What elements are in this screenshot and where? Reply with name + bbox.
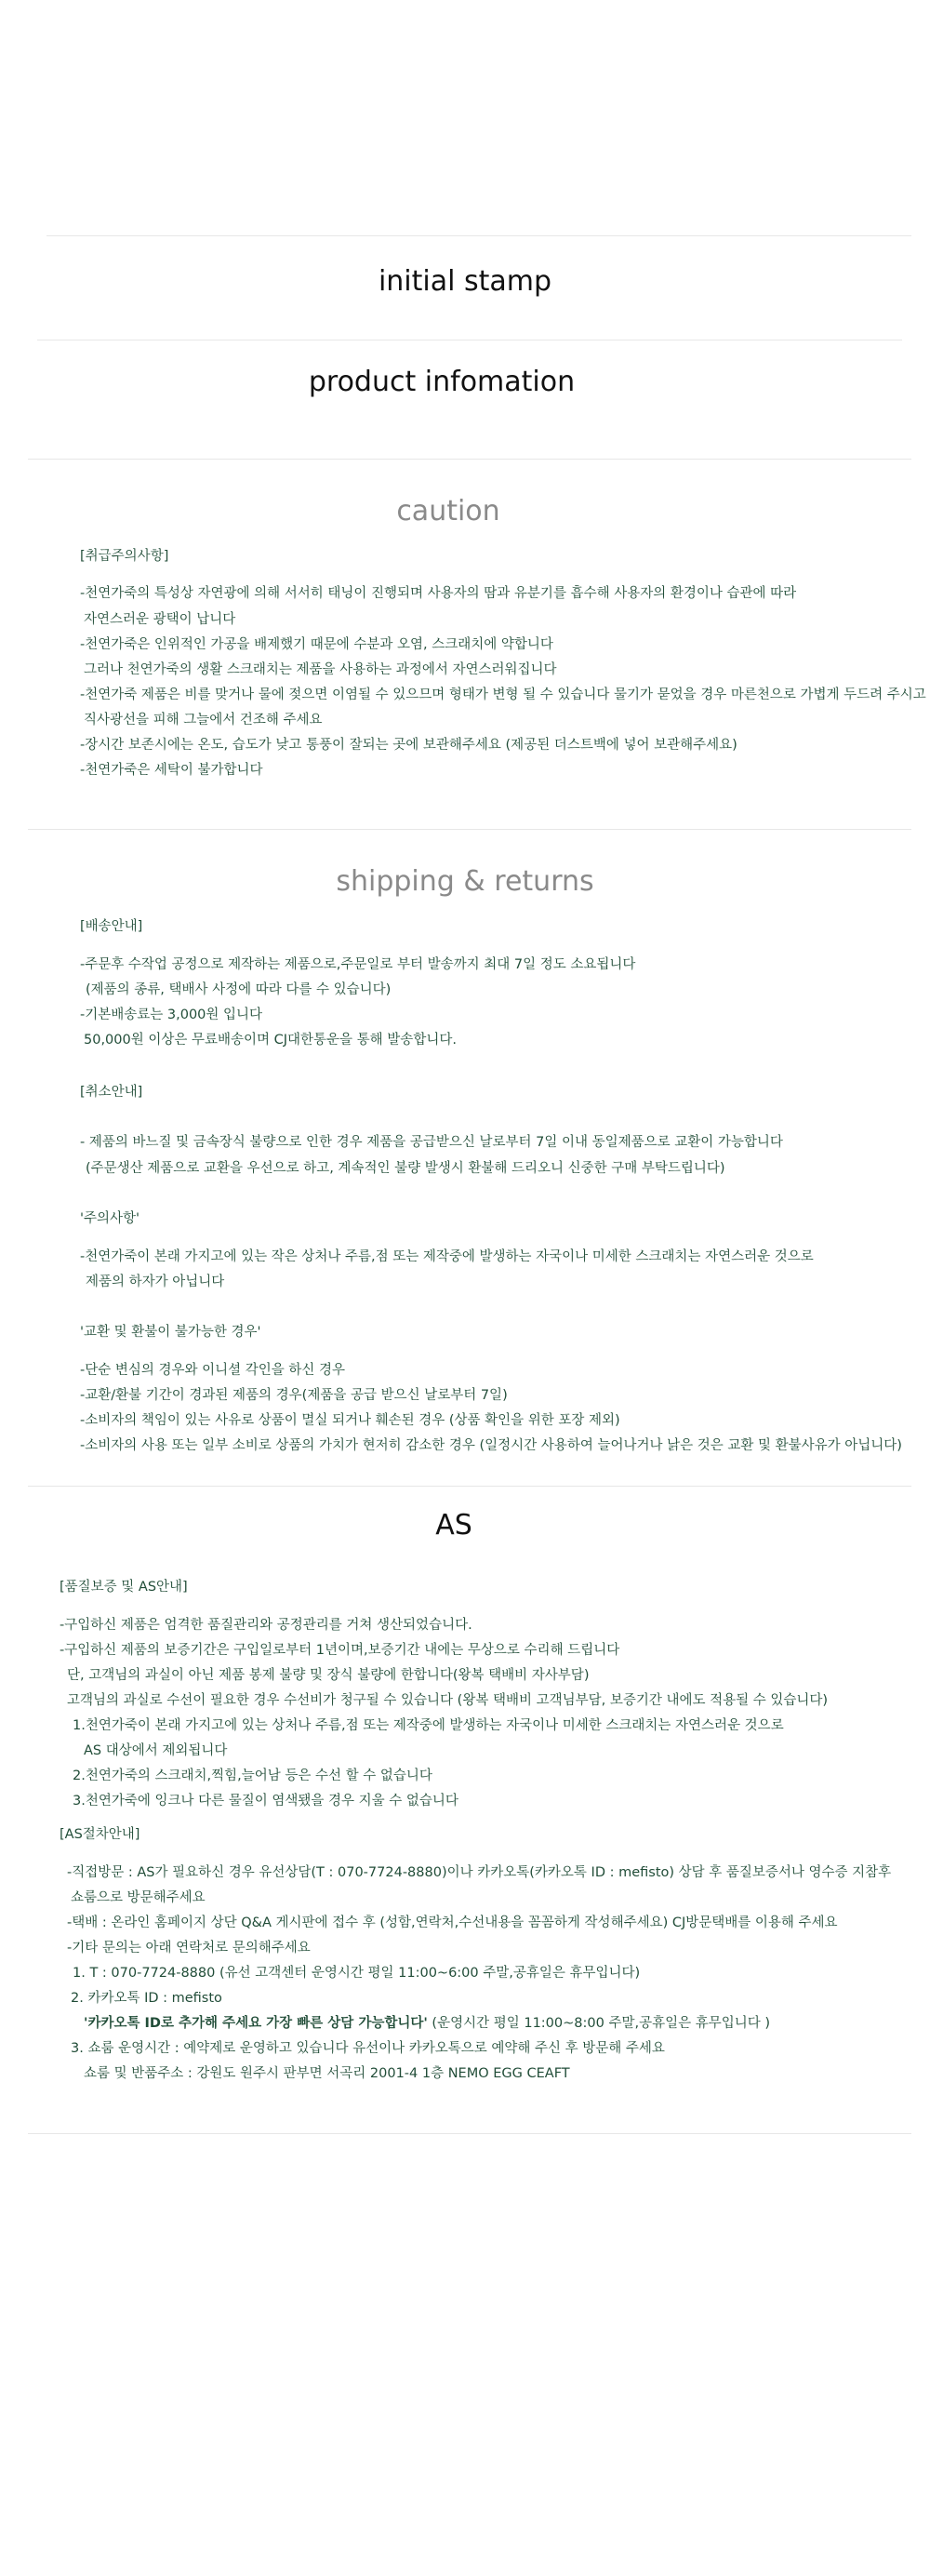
guarantee-line: -구입하신 제품은 엄격한 품질관리와 공정관리를 거쳐 생산되었습니다. <box>60 1618 472 1633</box>
nonreturn-line: -소비자의 책임이 있는 사유로 상품이 멸실 되거나 훼손된 경우 (상품 확인을 위한 포장 제외) <box>80 1413 620 1428</box>
delivery-line: 50,000원 이상은 무료배송이며 CJ대한통운을 통해 발송합니다. <box>84 1033 457 1048</box>
nonreturn-line: -소비자의 사용 또는 일부 소비로 상품의 가치가 현저히 감소한 경우 (일정시간 사용하여 늘어나거나 낡은 것은 교환 및 환불사유가 아닙니다) <box>80 1438 902 1453</box>
kakao-note-hours: (운영시간 평일 11:00~8:00 주말,공휴일은 휴무입니다 ) <box>427 2016 771 2031</box>
divider <box>28 829 911 830</box>
section-title-product-information: product infomation <box>308 366 576 398</box>
cancel-line: (주문생산 제품으로 교환을 우선으로 하고, 계속적인 불량 발생시 환불해 드리오니 신중한 구매 부탁드립니다) <box>86 1161 725 1176</box>
cancel-heading: [취소안내] <box>80 1085 143 1100</box>
caution-line: -천연가죽은 인위적인 가공을 배제했기 때문에 수분과 오염, 스크래치에 약합니다 <box>80 637 553 652</box>
kakao-note <box>84 2014 770 2033</box>
section-title-shipping-returns: shipping & returns <box>336 865 594 898</box>
guarantee-line: -구입하신 제품의 보증기간은 구입일로부터 1년이며,보증기간 내에는 무상으로 수리해 드립니다 <box>60 1643 620 1658</box>
guarantee-line: 3.천연가죽에 잉크나 다른 물질이 염색됐을 경우 지울 수 없습니다 <box>73 1794 458 1809</box>
procedure-line: 쇼룸으로 방문해주세요 <box>71 1890 206 1905</box>
notice-line: 제품의 하자가 아닙니다 <box>86 1275 225 1289</box>
guarantee-line: 1.천연가죽이 본래 가지고에 있는 상처나 주름,점 또는 제작중에 발생하는 자국이나 미세한 스크래치는 자연스러운 것으로 <box>73 1718 784 1733</box>
delivery-line: (제품의 종류, 택배사 사정에 따라 다를 수 있습니다) <box>86 982 392 997</box>
caution-heading: [취급주의사항] <box>80 549 169 564</box>
procedure-line: 1. T : 070-7724-8880 (유선 고객센터 운영시간 평일 11:00~6:00 주말,공휴일은 휴무입니다) <box>73 1966 641 1981</box>
caution-line: -천연가죽은 세탁이 불가합니다 <box>80 763 263 778</box>
delivery-line: -기본배송료는 3,000원 입니다 <box>80 1008 263 1022</box>
guarantee-heading: [품질보증 및 AS안내] <box>60 1580 188 1595</box>
procedure-line: 2. 카카오톡 ID : mefisto <box>71 1991 222 2006</box>
nonreturn-heading: '교환 및 환불이 불가능한 경우' <box>80 1325 261 1340</box>
section-title-caution: caution <box>396 495 500 527</box>
procedure-line: -직접방문 : AS가 필요하신 경우 유선상담(T : 070-7724-8880)이나 카카오톡(카카오톡 ID : mefisto) 상담 후 품질보증서나 영수증 지참후 <box>67 1865 892 1880</box>
delivery-line: -주문후 수작업 공정으로 제작하는 제품으로,주문일로 부터 발송까지 최대 7일 정도 소요됩니다 <box>80 957 636 972</box>
delivery-heading: [배송안내] <box>80 919 143 934</box>
showroom-line: 3. 쇼룸 운영시간 : 예약제로 운영하고 있습니다 유선이나 카카오톡으로 예약해 주신 후 방문해 주세요 <box>71 2041 665 2056</box>
caution-line: -천연가죽의 특성상 자연광에 의해 서서히 태닝이 진행되며 사용자의 땀과 유분기를 흡수해 사용자의 환경이나 습관에 따라 <box>80 586 797 601</box>
guarantee-line: 2.천연가죽의 스크래치,찍힘,늘어남 등은 수선 할 수 없습니다 <box>73 1768 432 1783</box>
caution-line: -천연가죽 제품은 비를 맞거나 물에 젖으면 이염될 수 있으므며 형태가 변형 될 수 있습니다 물기가 묻었을 경우 마른천으로 가볍게 두드려 주시고 <box>80 687 926 702</box>
procedure-line: -기타 문의는 아래 연락처로 문의해주세요 <box>67 1941 311 1955</box>
caution-line: 그러나 천연가죽의 생활 스크래치는 제품을 사용하는 과정에서 자연스러워집니다 <box>84 662 557 677</box>
section-title-as: AS <box>435 1509 472 1542</box>
showroom-line: 쇼룸 및 반품주소 : 강원도 원주시 판부면 서곡리 2001-4 1층 NEMO EGG CEAFT <box>84 2066 570 2081</box>
nonreturn-line: -단순 변심의 경우와 이니셜 각인을 하신 경우 <box>80 1363 346 1378</box>
kakao-note-bold: '카카오톡 ID로 추가해 주세요 가장 빠른 상담 가능합니다' <box>84 2016 428 2031</box>
guarantee-line: AS 대상에서 제외됩니다 <box>84 1743 228 1758</box>
procedure-line: -택배 : 온라인 홈페이지 상단 Q&A 게시판에 접수 후 (성함,연락처,수선내용을 꼼꼼하게 작성해주세요) CJ방문택배를 이용해 주세요 <box>67 1915 838 1930</box>
divider <box>28 1486 911 1487</box>
notice-line: -천연가죽이 본래 가지고에 있는 작은 상처나 주름,점 또는 제작중에 발생하는 자국이나 미세한 스크래치는 자연스러운 것으로 <box>80 1249 814 1264</box>
guarantee-line: 단, 고객님의 과실이 아닌 제품 봉제 불량 및 장식 불량에 한합니다(왕복 택배비 자사부담) <box>67 1668 590 1683</box>
caution-line: 자연스러운 광택이 납니다 <box>84 612 236 627</box>
procedure-heading: [AS절차안내] <box>60 1827 140 1842</box>
section-title-initial-stamp: initial stamp <box>378 265 552 298</box>
notice-heading: '주의사항' <box>80 1211 140 1226</box>
caution-line: 직사광선을 피해 그늘에서 건조해 주세요 <box>84 713 323 727</box>
caution-line: -장시간 보존시에는 온도, 습도가 낮고 통풍이 잘되는 곳에 보관해주세요 (제공된 더스트백에 넣어 보관해주세요) <box>80 738 737 753</box>
nonreturn-line: -교환/환불 기간이 경과된 제품의 경우(제품을 공급 받으신 날로부터 7일) <box>80 1388 508 1403</box>
divider <box>28 459 911 460</box>
divider <box>46 235 911 236</box>
guarantee-line: 고객님의 과실로 수선이 필요한 경우 수선비가 청구될 수 있습니다 (왕복 택배비 고객님부담, 보증기간 내에도 적용될 수 있습니다) <box>67 1693 829 1708</box>
divider <box>28 2133 911 2134</box>
cancel-line: - 제품의 바느질 및 금속장식 불량으로 인한 경우 제품을 공급받으신 날로부터 7일 이내 동일제품으로 교환이 가능합니다 <box>80 1135 783 1150</box>
